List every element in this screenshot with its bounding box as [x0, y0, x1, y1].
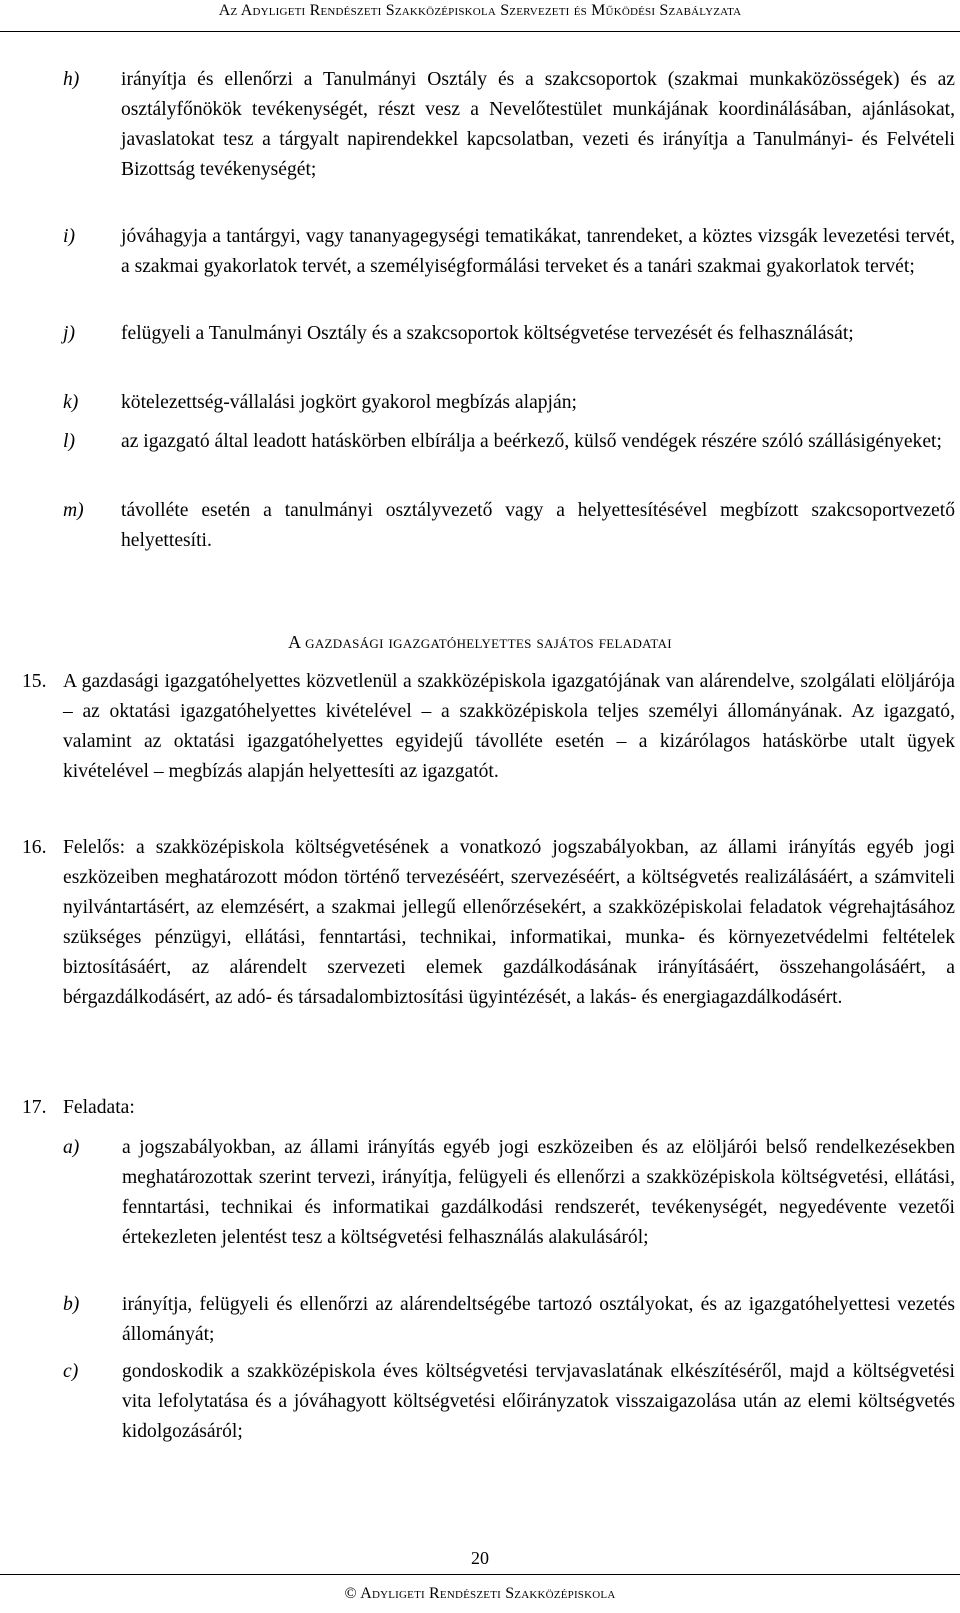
sub-list-item-c — [63, 1357, 955, 1447]
paragraph-number: 15. — [22, 671, 47, 692]
paragraph-text: A gazdasági igazgatóhelyettes közvetlenül a szakközépiskola igazgatójának van alárendelve, szolgálati elöljárója – az oktatási igazgatóhelyettes kivételével – a szakközépiskola teljes személyi állományának. Az igazgató, valamint az oktatási igazgatóhelyettes egyidejű távolléte esetén – a kizárólagos hatáskörbe utalt ügyek kivételével – megbízás alapján helyettesíti az igazgatót. — [63, 671, 955, 782]
footer-copyright: © Adyligeti Rendészeti Szakközépiskola — [344, 1585, 616, 1602]
paragraph-text: Felelős: a szakközépiskola költségvetésének a vonatkozó jogszabályokban, az állami irányítás egyéb jogi eszközeiben meghatározott módon történő tervezéséért, szervezéséért, a költségvetés realizálásáért, a számviteli nyilvántartásért, az elemzésért, a szakmai jellegű ellenőrzésekért, a szakközépiskolai feladatok végrehajtásához szükséges pénzügyi, ellátási, fenntartási, technikai, informatikai, munka- és környezetvédelmi feltételek biztosításáért, az alárendelt szervezeti elemek gazdálkodásának irányításáért, összehangolásáért, a bérgazdálkodásért, az adó- és társadalombiztosítási ügyintézését, a lakás- és energiagazdálkodásért. — [63, 837, 955, 1008]
sub-list-item-a — [63, 1133, 955, 1253]
paragraph-number: 16. — [22, 837, 47, 858]
list-marker: l) — [63, 431, 75, 452]
list-item-text: kötelezettség-vállalási jogkört gyakorol megbízás alapján; — [121, 392, 577, 413]
list-marker: c) — [63, 1361, 79, 1382]
page-number: 20 — [471, 1548, 489, 1568]
list-item-text: gondoskodik a szakközépiskola éves költségvetési tervjavaslatának elkészítéséről, majd a költségvetési vita lefolytatása és a jóváhagyott költségvetési előirányzatok visszaigazolása után az elemi költségvetés kidolgozásáról; — [122, 1361, 955, 1442]
list-marker: k) — [63, 392, 79, 413]
list-item-text: az igazgató által leadott hatáskörben elbírálja a beérkező, külső vendégek részére szóló szállásigényeket; — [121, 431, 942, 452]
running-header: Az Adyligeti Rendészeti Szakközépiskola Szervezeti és Működési Szabályzata — [218, 2, 742, 19]
list-marker: a) — [63, 1137, 80, 1158]
list-item-h — [63, 65, 955, 185]
list-item-text: távolléte esetén a tanulmányi osztályvezető vagy a helyettesítésével megbízott szakcsoportvezető helyettesíti. — [121, 500, 955, 551]
list-item-l — [63, 427, 955, 457]
section-heading: A gazdasági igazgatóhelyettes sajátos feladatai — [288, 632, 672, 652]
list-marker: m) — [63, 500, 84, 521]
list-item-text: felügyeli a Tanulmányi Osztály és a szakcsoportok költségvetése tervezését és felhasználását; — [121, 323, 854, 344]
list-item-k — [63, 388, 955, 418]
paragraph-15 — [22, 667, 955, 787]
paragraph-text: Feladata: — [63, 1097, 135, 1118]
list-item-j — [63, 319, 955, 349]
list-marker: i) — [63, 226, 75, 247]
header-divider — [0, 31, 960, 32]
list-marker: b) — [63, 1294, 80, 1315]
list-item-text: a jogszabályokban, az állami irányítás egyéb jogi eszközeiben és az elöljárói belső rendelkezésekben meghatározottak szerint tervezi, irányítja, felügyeli és ellenőrzi a szakközépiskola költségvetési, ellátási, fenntartási, technikai és informatikai gazdálkodási rendszerét, tevékenységét, negyedévente vezetői értekezleten jelentést tesz a költségvetési felhasználás alakulásáról; — [122, 1137, 955, 1248]
footer-divider — [0, 1574, 960, 1575]
sub-list-item-b — [63, 1290, 955, 1350]
list-marker: j) — [63, 323, 75, 344]
list-item-m — [63, 496, 955, 556]
list-marker: h) — [63, 69, 80, 90]
list-item-text: irányítja, felügyeli és ellenőrzi az alárendeltségébe tartozó osztályokat, és az igazgatóhelyettesi vezetés állományát; — [122, 1294, 955, 1345]
paragraph-17 — [22, 1093, 955, 1123]
paragraph-16 — [22, 833, 955, 1013]
list-item-i — [63, 222, 955, 282]
paragraph-number: 17. — [22, 1097, 47, 1118]
list-item-text: irányítja és ellenőrzi a Tanulmányi Osztály és a szakcsoportok (szakmai munkaközösségek) és az osztályfőnökök tevékenységét, részt vesz a Nevelőtestület munkájának koordinálásában, ajánlásokat, javaslatokat tesz a tárgyalt napirendekkel kapcsolatban, vezeti és irányítja a Tanulmányi- és Felvételi Bizottság tevékenységét; — [121, 69, 955, 180]
list-item-text: jóváhagyja a tantárgyi, vagy tananyagegységi tematikákat, tanrendeket, a köztes vizsgák levezetési tervét, a szakmai gyakorlatok tervét, a személyiségformálási terveket és a tanári szakmai gyakorlatok tervét; — [121, 226, 955, 277]
